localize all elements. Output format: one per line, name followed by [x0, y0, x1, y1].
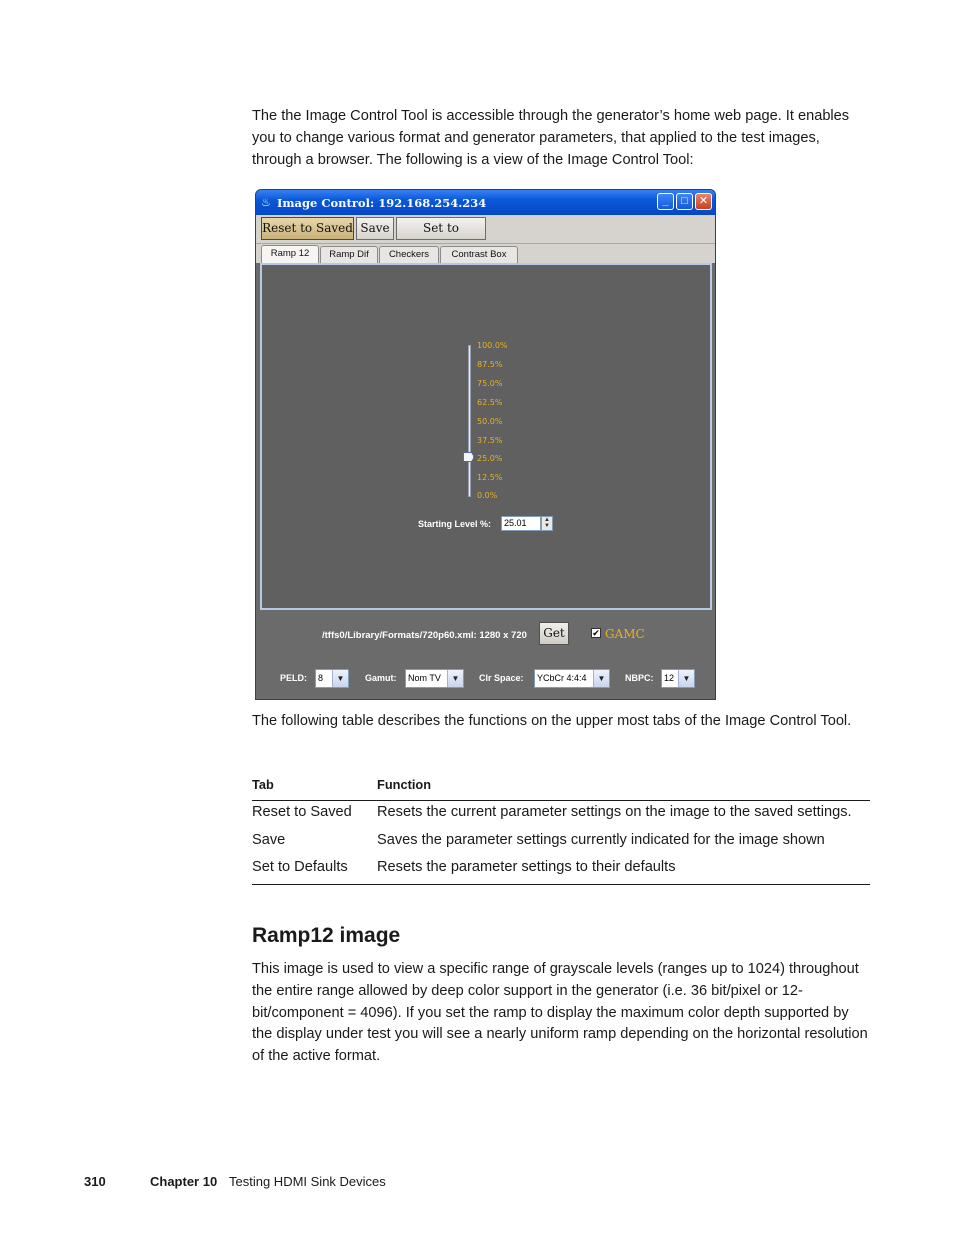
page-number: 310: [84, 1174, 106, 1189]
column-header-tab: Tab: [252, 774, 377, 800]
format-file-path: /tffs0/Library/Formats/720p60.xml: 1280 x 720: [322, 630, 527, 641]
slider-tick-label: 62.5%: [477, 398, 503, 407]
slider-tick-label: 12.5%: [477, 473, 503, 482]
window-title: Image Control: 192.168.254.234: [277, 196, 487, 210]
intro-paragraph: The the Image Control Tool is accessible through the generator’s home web page. It enables you to change various format and generator parameters, that applied to the test images, through a browser. The following is a view of the Image Control Tool:: [252, 108, 850, 168]
java-app-icon: ♨: [261, 197, 271, 209]
table-row: [252, 824, 870, 852]
toolbar: [256, 215, 715, 244]
spin-up-icon[interactable]: ▲: [544, 517, 550, 523]
clr-space-select[interactable]: [534, 669, 610, 688]
chevron-down-icon[interactable]: ▼: [593, 670, 609, 687]
gamc-checkbox[interactable]: [591, 628, 601, 638]
peld-select[interactable]: [315, 669, 349, 688]
gamut-value: Nom TV: [408, 673, 441, 683]
checkmark-icon: ✔: [592, 628, 600, 638]
tab-ramp-12[interactable]: Ramp 12: [261, 245, 319, 263]
section-paragraph: This image is used to view a specific range of grayscale levels (ranges up to 1024) throughout the entire range allowed by deep color support in the generator (i.e. 36 bit/pixel or 12-bit/component = 4096). If you set the ramp to display the maximum color depth supported by the display under test you will see a nearly uniform ramp depending on the horizontal resolution of the active format.: [252, 961, 868, 1065]
table-row: [252, 851, 870, 884]
section-heading: Ramp12 image: [252, 924, 401, 947]
window-titlebar: [256, 190, 715, 215]
tab-ramp-dif[interactable]: Ramp Dif: [320, 246, 378, 263]
level-slider-thumb[interactable]: [463, 452, 474, 462]
functions-table: [252, 774, 870, 885]
table-cell-function: Saves the parameter settings currently indicated for the image shown: [377, 831, 825, 848]
maximize-icon[interactable]: □: [676, 193, 693, 210]
spin-down-icon[interactable]: ▼: [544, 523, 550, 529]
image-control-window: [255, 189, 716, 700]
save-button[interactable]: Save: [356, 217, 394, 240]
slider-tick-label: 0.0%: [477, 491, 498, 500]
gamut-select[interactable]: [405, 669, 464, 688]
nbpc-label: NBPC:: [625, 673, 654, 683]
starting-level-spinner[interactable]: [541, 516, 553, 531]
level-slider-track[interactable]: [468, 345, 471, 497]
close-icon[interactable]: ✕: [695, 193, 712, 210]
nbpc-select[interactable]: [661, 669, 695, 688]
starting-level-input[interactable]: 25.01: [501, 516, 541, 531]
slider-tick-label: 50.0%: [477, 417, 503, 426]
nbpc-value: 12: [664, 673, 675, 683]
chevron-down-icon[interactable]: ▼: [678, 670, 694, 687]
slider-tick-label: 100.0%: [477, 341, 508, 350]
table-cell-tab: Reset to Saved: [252, 803, 352, 820]
table-header-row: [252, 774, 870, 800]
slider-tick-label: 25.0%: [477, 454, 503, 463]
get-button[interactable]: Get: [539, 622, 569, 645]
tab-contrast-box[interactable]: Contrast Box: [440, 246, 518, 263]
reset-to-saved-button[interactable]: Reset to Saved: [261, 217, 354, 240]
chapter-title: Testing HDMI Sink Devices: [229, 1174, 386, 1189]
gamc-label: GAMC: [605, 627, 645, 641]
table-intro-paragraph: The following table describes the functions on the upper most tabs of the Image Control Tool.: [252, 713, 852, 729]
tab-strip: [256, 244, 715, 263]
table-cell-tab: Set to Defaults: [252, 851, 377, 884]
clr-space-label: Clr Space:: [479, 673, 524, 683]
set-to-defaults-button[interactable]: Set to: [396, 217, 486, 240]
peld-label: PELD:: [280, 673, 307, 683]
slider-tick-label: 75.0%: [477, 379, 503, 388]
table-cell-function: Resets the current parameter settings on the image to the saved settings.: [377, 803, 852, 820]
tab-checkers[interactable]: Checkers: [379, 246, 439, 263]
table-cell-tab: Save: [252, 831, 286, 848]
clr-space-value: YCbCr 4:4:4: [537, 673, 587, 683]
chapter-label: Chapter 10: [150, 1174, 218, 1189]
table-cell-function: Resets the parameter settings to their defaults: [377, 851, 870, 884]
chevron-down-icon[interactable]: ▼: [447, 670, 463, 687]
gamut-label: Gamut:: [365, 673, 397, 683]
minimize-icon[interactable]: _: [657, 193, 674, 210]
peld-value: 8: [318, 673, 324, 683]
table-row: [252, 800, 870, 823]
chevron-down-icon[interactable]: ▼: [332, 670, 348, 687]
slider-tick-label: 37.5%: [477, 436, 503, 445]
starting-level-label: Starting Level %:: [418, 519, 492, 529]
ramp-image-panel: [260, 263, 712, 610]
slider-tick-label: 87.5%: [477, 360, 503, 369]
column-header-function: Function: [377, 774, 870, 800]
